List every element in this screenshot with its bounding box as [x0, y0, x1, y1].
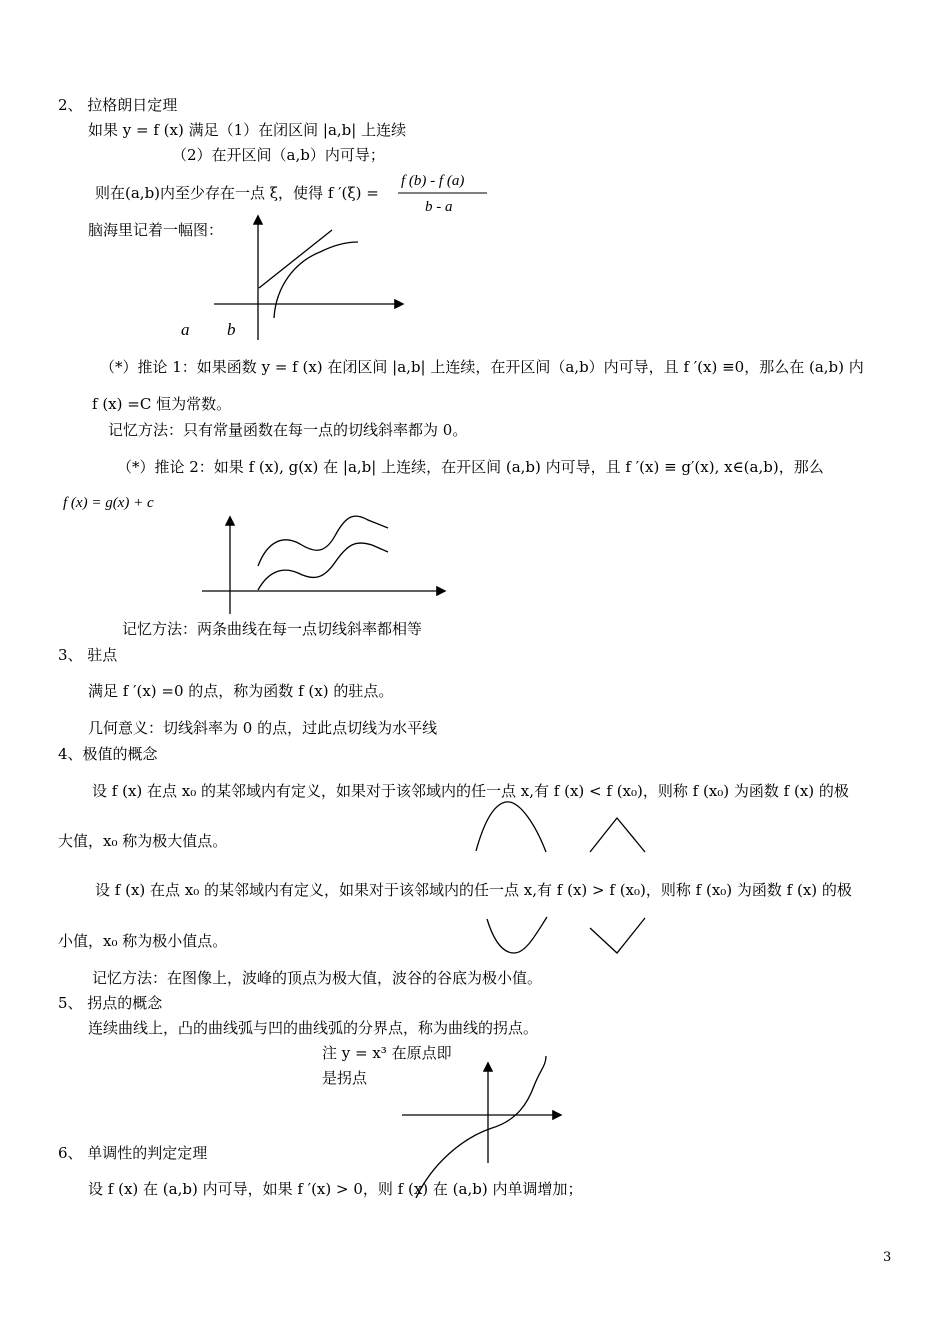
lagrange-figure: [214, 217, 402, 340]
fraction-denominator: b - a: [425, 199, 453, 215]
section-heading-inflection-point: 5、 拐点的概念: [58, 994, 163, 1012]
remember-figure-text: 脑海里记着一幅图：: [88, 221, 224, 239]
parallel-curves-figure: [202, 516, 444, 614]
lower-curve: [258, 543, 388, 590]
monotonicity-rule: 设 f (x) 在 (a,b) 内可导，如果 f ′(x) > 0，则 f (x) 在 (a,b) 内单调增加；: [88, 1180, 583, 1198]
axis-label-b: b: [227, 320, 236, 339]
corollary-2-memo: 记忆方法：两条曲线在每一点切线斜率都相等: [122, 620, 423, 638]
corollary-2-line-2: f (x) = g(x) + c: [63, 495, 154, 511]
corollary-1-line-2: f (x) =C 恒为常数。: [92, 395, 232, 413]
corollary-2-line-1: （*）推论 2：如果 f (x), g(x) 在 |a,b| 上连续，在开区间 (a,b) 内可导，且 f ′(x) ≡ g′(x), x∈(a,b)，那么: [117, 458, 824, 476]
corollary-1-line-1: （*）推论 1：如果函数 y = f (x) 在闭区间 |a,b| 上连续，在开区间（a,b）内可导，且 f ′(x) ≡0，那么在 (a,b) 内: [100, 358, 864, 376]
inflection-point-definition: 连续曲线上，凸的曲线弧与凹的曲线弧的分界点，称为曲线的拐点。: [88, 1019, 539, 1037]
lagrange-result: 则在(a,b)内至少存在一点 ξ，使得 f ′(ξ) =: [95, 184, 379, 202]
extremum-memo: 记忆方法：在图像上，波峰的顶点为极大值，波谷的谷底为极小值。: [92, 969, 543, 987]
minimum-definition-line-2: 小值，x₀ 称为极小值点。: [58, 932, 228, 950]
section-heading-monotonicity: 6、 单调性的判定定理: [58, 1144, 208, 1162]
minimum-corner-curve: [590, 918, 645, 953]
section-heading-lagrange: 2、 拉格朗日定理: [58, 96, 178, 114]
minimum-smooth-curve: [487, 917, 547, 953]
inflection-note-line-1: 注 y = x³ 在原点即: [322, 1044, 452, 1062]
maximum-definition-line-2: 大值，x₀ 称为极大值点。: [58, 832, 228, 850]
section-heading-stationary-point: 3、 驻点: [58, 646, 118, 664]
stationary-point-geometry: 几何意义：切线斜率为 0 的点，过此点切线为水平线: [88, 719, 438, 737]
lagrange-curve: [274, 242, 358, 318]
maximum-definition-line-1: 设 f (x) 在点 x₀ 的某邻域内有定义，如果对于该邻域内的任一点 x,有 f (x) < f (x₀)，则称 f (x₀) 为函数 f (x) 的极: [92, 782, 849, 800]
minimum-definition-line-1: 设 f (x) 在点 x₀ 的某邻域内有定义，如果对于该邻域内的任一点 x,有 f (x) > f (x₀)，则称 f (x₀) 为函数 f (x) 的极: [95, 881, 852, 899]
upper-curve: [258, 516, 388, 566]
maximum-smooth-curve: [476, 802, 546, 852]
stationary-point-definition: 满足 f ′(x) =0 的点，称为函数 f (x) 的驻点。: [88, 682, 394, 700]
inflection-note-line-2: 是拐点: [322, 1069, 368, 1087]
section-heading-extremum: 4、极值的概念: [58, 745, 158, 763]
axis-label-a: a: [181, 320, 190, 339]
lagrange-condition-2: （2）在开区间（a,b）内可导；: [172, 146, 385, 164]
cubic-curve: [416, 1056, 546, 1198]
page-number: 3: [883, 1250, 892, 1265]
corollary-1-memo: 记忆方法：只有常量函数在每一点的切线斜率都为 0。: [108, 421, 468, 439]
inflection-figure: [402, 1056, 560, 1198]
secant-line: [259, 230, 332, 288]
fraction-numerator: f (b) - f (a): [401, 173, 465, 189]
maximum-corner-curve: [590, 818, 645, 852]
lagrange-condition-1: 如果 y = f (x) 满足（1）在闭区间 |a,b| 上连续: [88, 121, 407, 139]
